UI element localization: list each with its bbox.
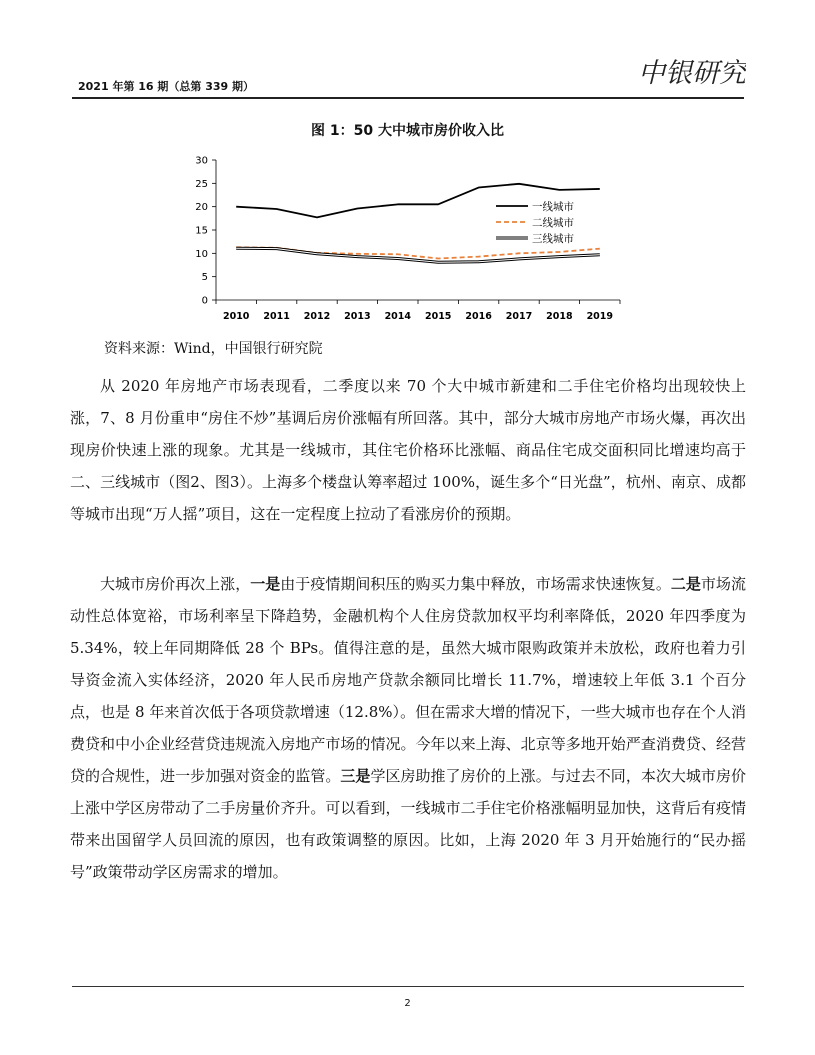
y-tick-label: 15 [195,225,208,237]
legend-label-1: 一线城市 [532,201,574,213]
y-tick-label: 25 [195,178,208,190]
x-tick-label: 2012 [303,311,331,322]
series-line-3-inner [236,248,600,262]
point-three-label: 三是 [340,767,371,785]
point-two-text: 市场流动性总体宽裕，市场利率呈下降趋势，金融机构个人住房贷款加权平均利率降低，2020 年四季度为 5.34%，较上年同期降低 28 个 BPs。值得注意的是，虽然大城市限购政策并未放松，政府也着力引导资金流入实体经济，2020 年人民币房地产贷款余额同比增长 11.7%，增速较上年低 3.1 个百分点，也是 8 年来首次低于各项贷款增速（12.8%）。但在需求大增的情况下，一些大城市也存在个人消费贷和中小企业经营贷违规流入房地产市场的情况。今年以来上海、北京等多地开始严查消费贷、经营贷的合规性，进一步加强对资金的监管。 [70,575,746,785]
y-tick-label: 30 [195,155,208,167]
x-tick-label: 2018 [546,311,573,322]
paragraph-2-intro: 大城市房价再次上涨， [100,575,251,593]
legend-label-2: 二线城市 [532,217,574,229]
x-tick-label: 2011 [263,311,290,322]
paragraph-1: 从 2020 年房地产市场表现看，二季度以来 70 个大中城市新建和二手住宅价格均出现较快上涨，7、8 月份重申“房住不炒”基调后房价涨幅有所回落。其中，部分大城市房地产市场火爆，再次出现房价快速上涨的现象。尤其是一线城市，其住宅价格环比涨幅、商品住宅成交面积同比增速均高于二、三线城市（图2、图3）。上海多个楼盘认筹率超过 100%，诞生多个“日光盘”，杭州、南京、成都等城市出现“万人摇”项目，这在一定程度上拉动了看涨房价的预期。 [70,377,746,523]
institute-logo [636,52,746,92]
point-one-text: 由于疫情期间积压的购买力集中释放，市场需求快速恢复。 [280,575,671,593]
price-income-chart [180,150,630,330]
y-tick-label: 0 [201,295,208,307]
point-one-label: 一是 [250,575,281,593]
chart-legend [496,200,574,245]
x-tick-label: 2019 [586,311,614,322]
point-two-label: 二是 [670,575,701,593]
x-tick-label: 2014 [384,311,412,322]
paragraph-2 [70,568,746,888]
figure-title: 图 1：50 大中城市房价收入比 [311,123,504,139]
point-three-text: 学区房助推了房价的上涨。与过去不同，本次大城市房价上涨中学区房带动了二手房量价齐升。可以看到，一线城市二手住宅价格涨幅明显加快，这背后有疫情带来出国留学人员回流的原因，也有政策调整的原因。比如，上海 2020 年 3 月开始施行的“民办摇号”政策带动学区房需求的增加。 [70,767,746,881]
x-tick-label: 2016 [465,311,492,322]
y-tick-label: 20 [195,202,208,214]
issue-label: 2021 年第 16 期（总第 339 期） [78,80,255,93]
logo-text: 中银研究 [638,58,746,89]
figure-source: 资料来源：Wind，中国银行研究院 [104,341,323,357]
page-number: 2 [404,998,411,1009]
header-divider [72,97,744,99]
footer-divider [72,986,744,987]
x-tick-label: 2010 [222,311,250,322]
y-tick-label: 5 [201,272,208,284]
legend-label-3: 三线城市 [532,233,574,245]
y-tick-label: 10 [195,248,208,260]
x-tick-label: 2015 [424,311,452,322]
x-tick-label: 2013 [344,311,371,322]
x-tick-label: 2017 [505,311,533,322]
